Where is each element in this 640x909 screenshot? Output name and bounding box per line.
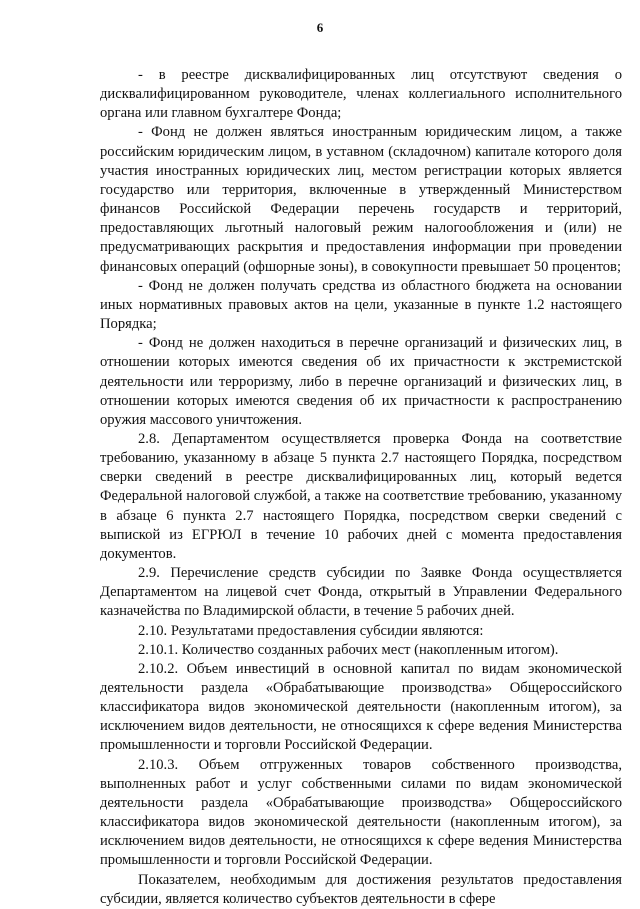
paragraph: 2.10.1. Количество созданных рабочих мест (накопленным итогом). [138, 641, 559, 658]
page-number: 6 [316, 20, 324, 35]
paragraph: 2.10.3. Объем отгруженных товаров собственного производства, выполненных работ и услуг собственными силами по видам экономической деятельности раздела «Обрабатывающие производства» Общероссийского классификатора видов экономической деятельности (накопленным итогом), за исключением видов деятельности, не относящихся к сфере ведения Министерства промышленности и торговли Российской Федерации. [100, 756, 622, 869]
paragraph: 2.9. Перечисление средств субсидии по Заявке Фонда осуществляется Департаментом на лицевой счет Фонда, открытый в Управлении Федерального казначейства по Владимирской области, в течение 5 рабочих дней. [100, 565, 622, 620]
paragraph: - Фонд не должен находиться в перечне организаций и физических лиц, в отношении которых имеются сведения об их причастности к экстремистской деятельности или терроризму, либо в перечне организаций и физических лиц, в отношении которых имеются сведения об их причастности к распространению оружия массового уничтожения. [100, 335, 622, 428]
paragraph: 2.8. Департаментом осуществляется проверка Фонда на соответствие требованию, указанному в абзаце 5 пункта 2.7 настоящего Порядка, посредством сверки сведений в реестре дисквалифицированных лиц, который ведется Федеральной налоговой службой, а также на соответствие требованию, указанному в абзаце 6 пункта 2.7 настоящего Порядка, посредством сверки сведений с выпиской из ЕГРЮЛ в течение 10 рабочих дней с момента предоставления документов. [100, 430, 622, 562]
paragraph: 2.10.2. Объем инвестиций в основной капитал по видам экономической деятельности раздела «Обрабатывающие производства» Общероссийского классификатора видов экономической деятельности (накопленным итогом), за исключением видов деятельности, не относящихся к сфере ведения Министерства промышленности и торговли Российской Федерации. [100, 660, 622, 754]
paragraph: - Фонд не должен являться иностранным юридическим лицом, а также российским юридическим лицом, в уставном (складочном) капитале которого доля участия иностранных юридических лиц, местом регистрации которых является государство или территория, включенные в утвержденный Министерством финансов Российской Федерации перечень государств и территорий, предоставляющих льготный налоговый режим налогообложения и (или) не предусматривающих раскрытия и предоставления информации при проведении финансовых операций (офшорные зоны), в совокупности превышает 50 процентов; [100, 124, 622, 275]
paragraph: Показателем, необходимым для достижения результатов предоставления субсидии, является количество субъектов деятельности в сфере [100, 871, 622, 907]
paragraph: 2.10. Результатами предоставления субсидии являются: [138, 622, 484, 639]
document-body [100, 66, 622, 909]
paragraph: - в реестре дисквалифицированных лиц отсутствуют сведения о дисквалифицированном руководителе, членах коллегиального исполнительного органа или главном бухгалтере Фонда; [100, 67, 622, 122]
paragraph: - Фонд не должен получать средства из областного бюджета на основании иных нормативных правовых актов на цели, указанные в пункте 1.2 настоящего Порядка; [100, 277, 622, 333]
